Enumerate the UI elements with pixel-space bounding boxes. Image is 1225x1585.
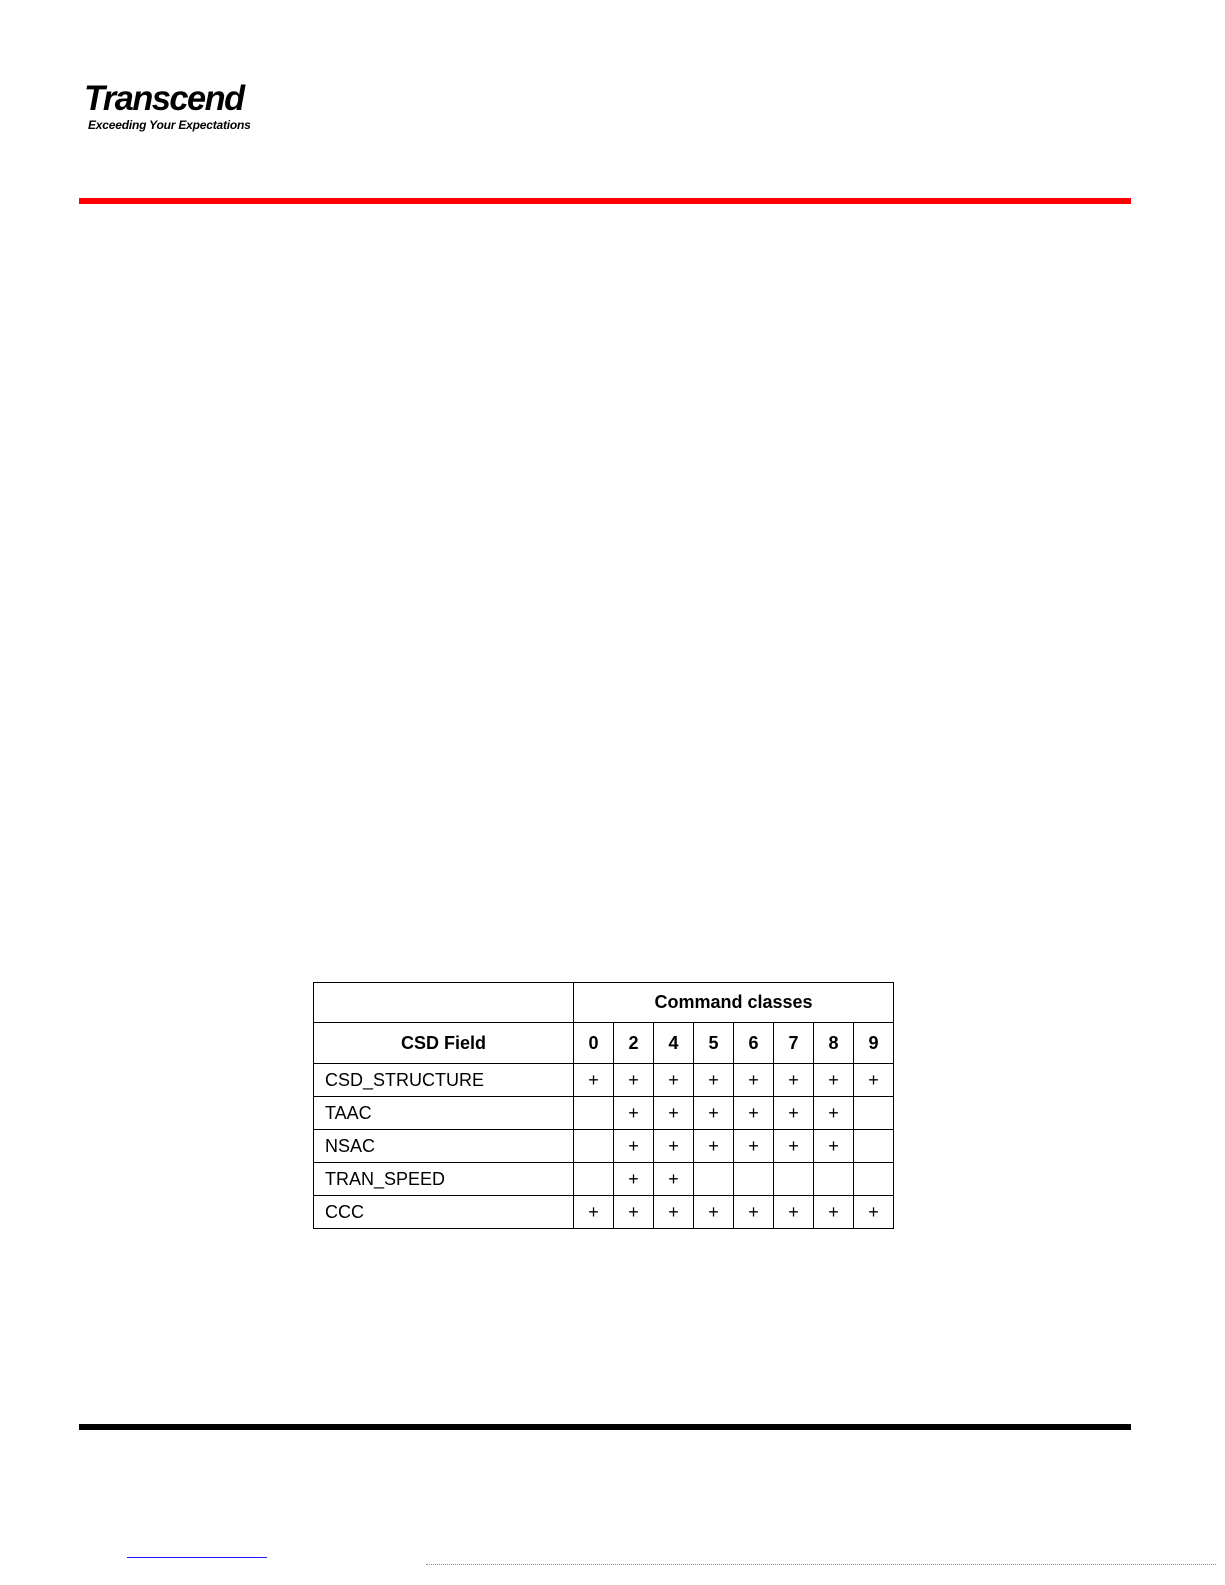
class-support-cell: + — [614, 1163, 654, 1196]
class-support-cell: + — [734, 1064, 774, 1097]
table-column-header-row — [314, 1023, 894, 1064]
table-row — [314, 1196, 894, 1229]
class-support-cell: + — [654, 1064, 694, 1097]
csd-field-cell: CCC — [314, 1196, 574, 1229]
csd-command-class-table — [313, 982, 894, 1229]
class-support-cell — [734, 1163, 774, 1196]
class-support-cell: + — [694, 1130, 734, 1163]
class-support-cell: + — [734, 1097, 774, 1130]
class-support-cell: + — [654, 1130, 694, 1163]
class-support-cell: + — [814, 1196, 854, 1229]
class-support-cell: + — [854, 1064, 894, 1097]
table-corner-cell — [314, 983, 574, 1023]
csd-field-cell: NSAC — [314, 1130, 574, 1163]
csd-field-cell: TAAC — [314, 1097, 574, 1130]
footer-dotted-rule — [426, 1564, 1216, 1565]
table-group-header-row — [314, 983, 894, 1023]
csd-field-cell: CSD_STRUCTURE — [314, 1064, 574, 1097]
class-support-cell — [854, 1097, 894, 1130]
class-support-cell: + — [774, 1097, 814, 1130]
footer-link-underline[interactable] — [127, 1557, 267, 1558]
class-header: 9 — [854, 1023, 894, 1064]
logo-wordmark: Transcend — [84, 79, 244, 118]
class-support-cell: + — [774, 1130, 814, 1163]
class-support-cell — [814, 1163, 854, 1196]
table-row — [314, 1130, 894, 1163]
class-support-cell: + — [694, 1064, 734, 1097]
class-support-cell — [574, 1097, 614, 1130]
class-header: 4 — [654, 1023, 694, 1064]
class-header: 2 — [614, 1023, 654, 1064]
class-support-cell: + — [614, 1064, 654, 1097]
footer-divider — [79, 1424, 1131, 1430]
class-support-cell — [694, 1163, 734, 1196]
class-header: 6 — [734, 1023, 774, 1064]
class-support-cell: + — [574, 1196, 614, 1229]
class-support-cell: + — [574, 1064, 614, 1097]
class-support-cell: + — [814, 1097, 854, 1130]
class-support-cell — [574, 1163, 614, 1196]
csd-field-cell: TRAN_SPEED — [314, 1163, 574, 1196]
class-support-cell: + — [814, 1130, 854, 1163]
class-header: 8 — [814, 1023, 854, 1064]
class-support-cell: + — [614, 1097, 654, 1130]
class-support-cell: + — [734, 1130, 774, 1163]
transcend-logo — [84, 80, 251, 132]
class-support-cell: + — [614, 1196, 654, 1229]
table-row — [314, 1097, 894, 1130]
class-support-cell: + — [854, 1196, 894, 1229]
class-header: 5 — [694, 1023, 734, 1064]
command-classes-header: Command classes — [574, 983, 894, 1023]
table-row — [314, 1163, 894, 1196]
class-support-cell — [774, 1163, 814, 1196]
class-support-cell: + — [654, 1097, 694, 1130]
class-support-cell — [854, 1130, 894, 1163]
class-support-cell: + — [654, 1163, 694, 1196]
class-header: 0 — [574, 1023, 614, 1064]
header-divider — [79, 198, 1131, 204]
class-support-cell: + — [654, 1196, 694, 1229]
class-support-cell: + — [774, 1196, 814, 1229]
table-row — [314, 1064, 894, 1097]
class-support-cell: + — [814, 1064, 854, 1097]
class-support-cell: + — [734, 1196, 774, 1229]
class-support-cell: + — [694, 1196, 734, 1229]
class-support-cell: + — [614, 1130, 654, 1163]
logo-tagline: Exceeding Your Expectations — [88, 118, 251, 132]
class-support-cell: + — [774, 1064, 814, 1097]
class-support-cell — [854, 1163, 894, 1196]
csd-field-header: CSD Field — [314, 1023, 574, 1064]
class-header: 7 — [774, 1023, 814, 1064]
class-support-cell: + — [694, 1097, 734, 1130]
class-support-cell — [574, 1130, 614, 1163]
